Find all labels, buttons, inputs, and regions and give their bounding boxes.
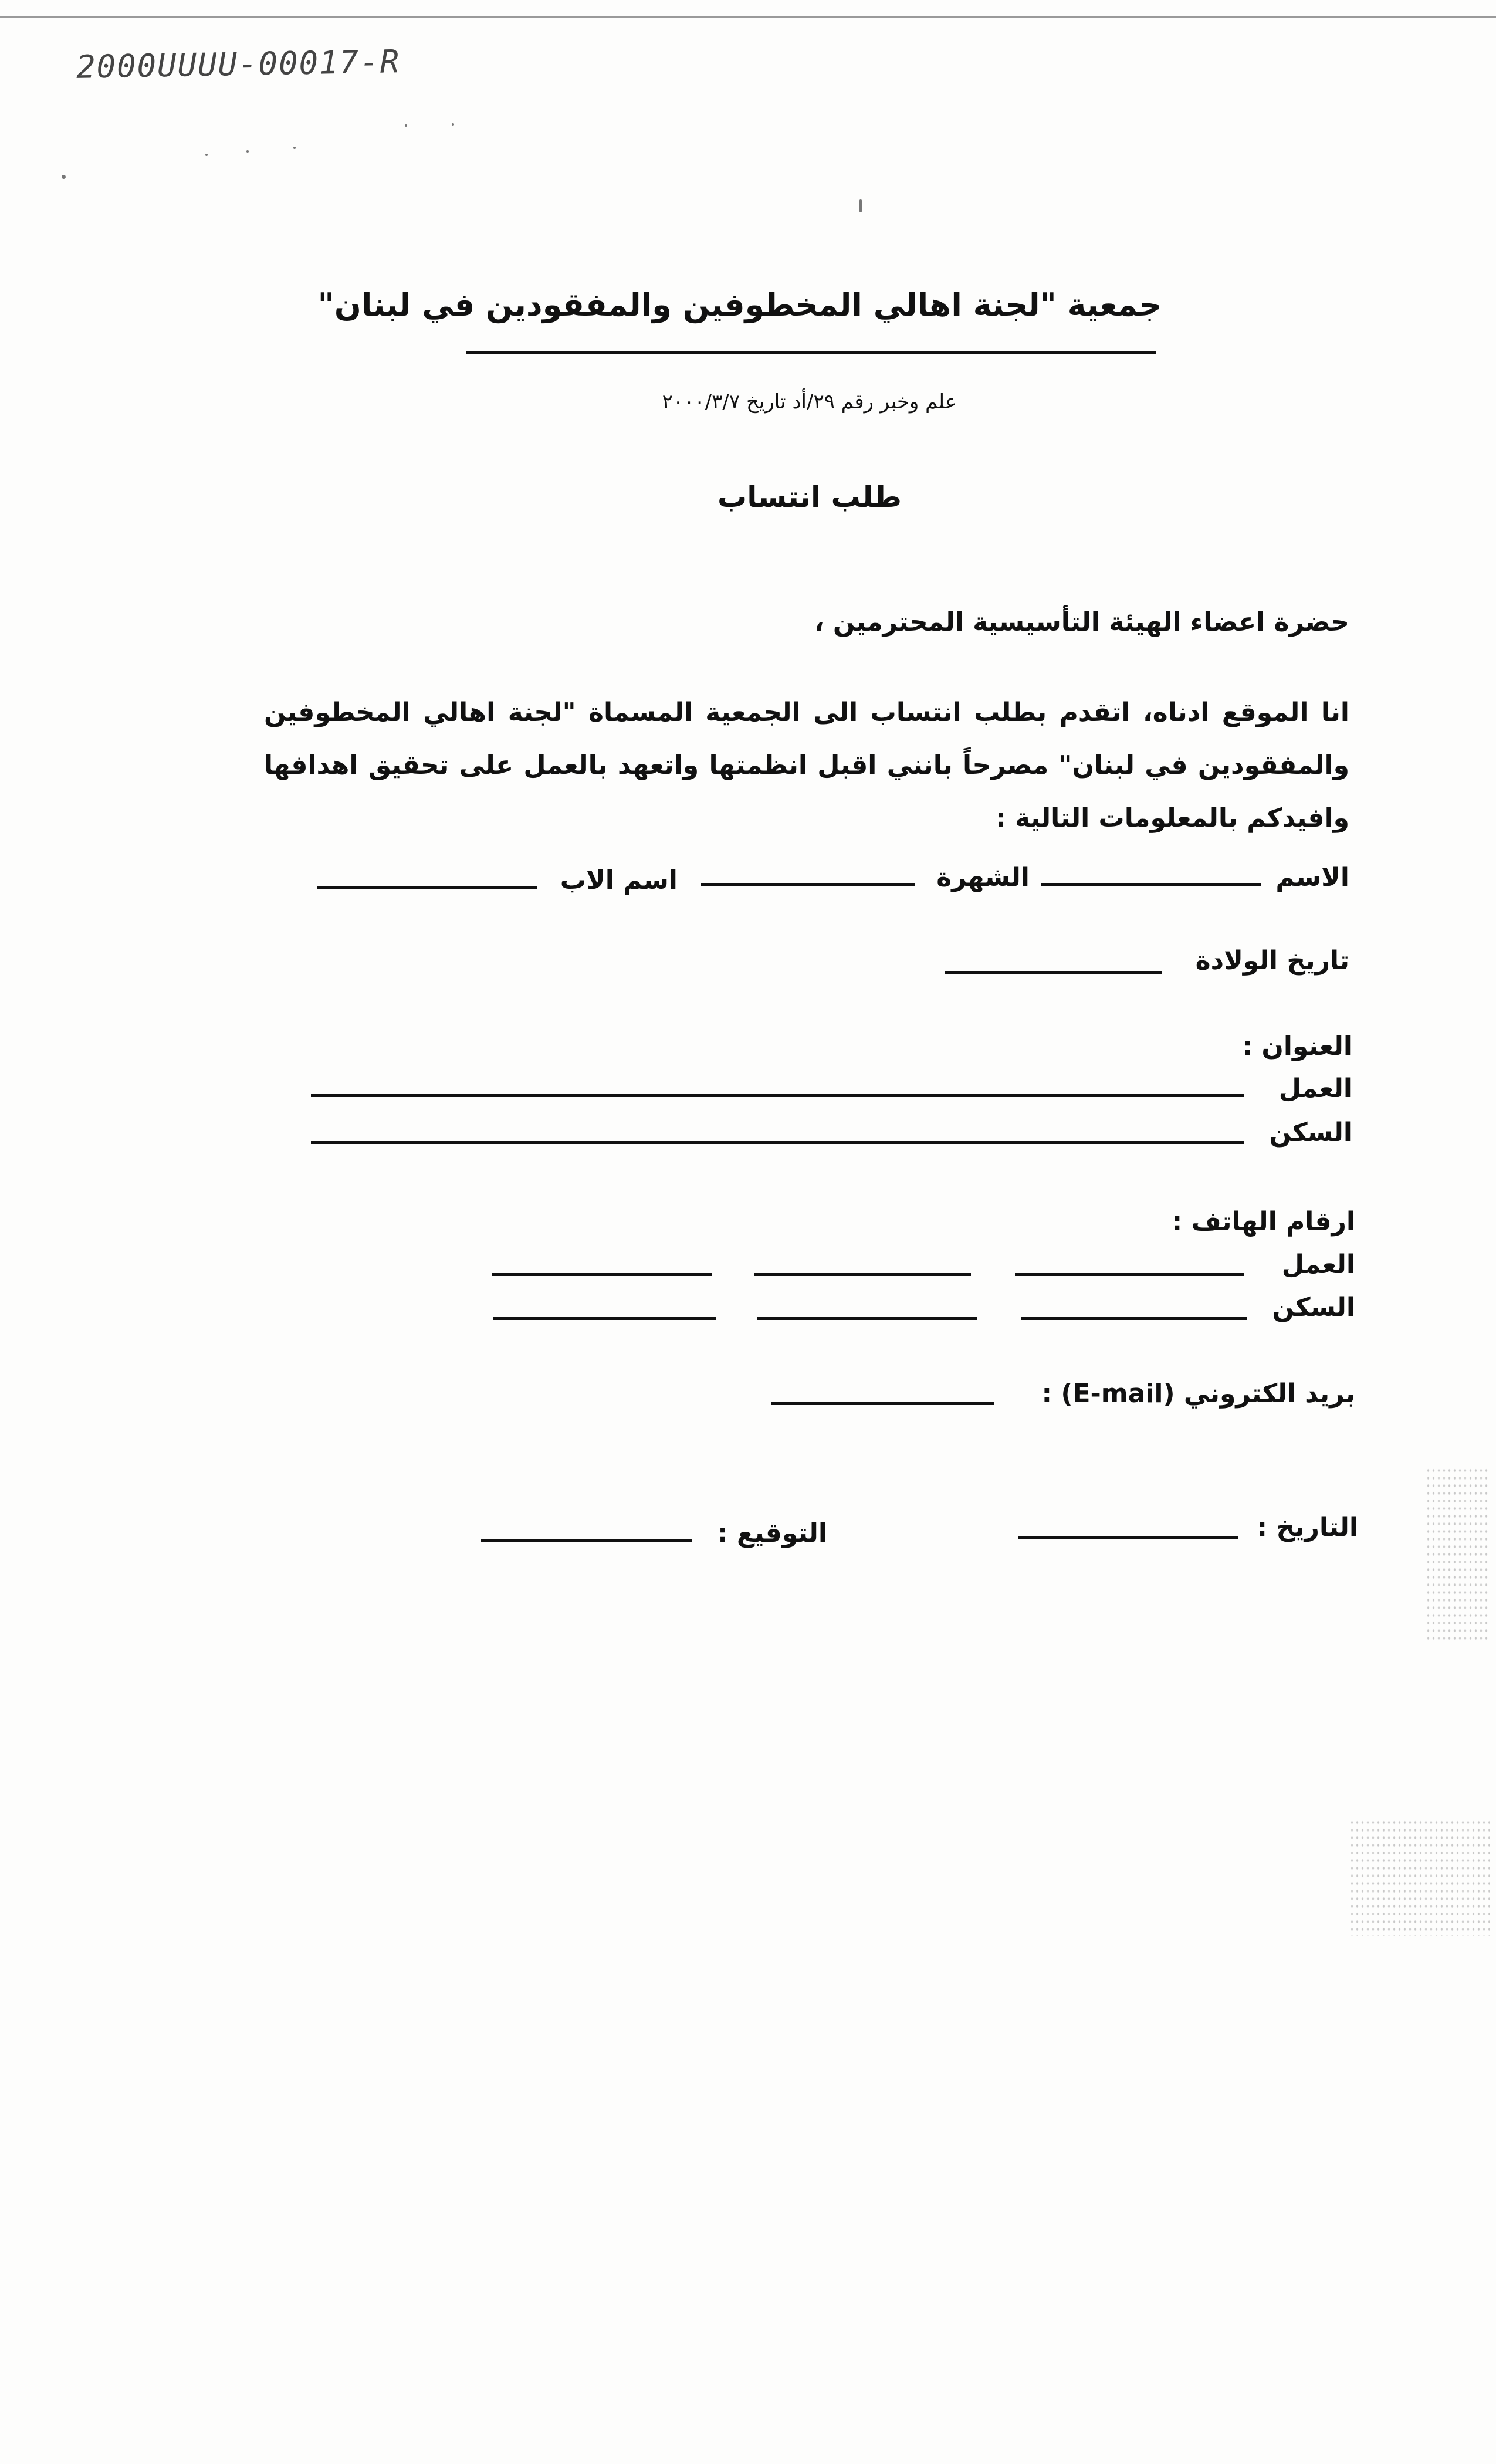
phone-home-label: السكن bbox=[1272, 1292, 1355, 1322]
date-label: التاريخ : bbox=[1257, 1512, 1358, 1542]
scan-speck bbox=[293, 147, 296, 149]
scan-speck bbox=[62, 175, 66, 179]
phone-work-field-3[interactable] bbox=[492, 1273, 712, 1276]
scan-speck bbox=[859, 199, 862, 212]
scan-speck bbox=[246, 150, 249, 153]
address-label: العنوان : bbox=[1242, 1031, 1352, 1061]
phones-label: ارقام الهاتف : bbox=[1172, 1207, 1355, 1237]
scan-speck bbox=[452, 123, 454, 126]
handwritten-reference: 2000UUUU-00017-R bbox=[76, 43, 401, 86]
scan-noise bbox=[1426, 1467, 1490, 1643]
surname-field[interactable] bbox=[701, 883, 915, 886]
organization-name: جمعية "لجنة اهالي المخطوفين والمفقودين في لبنان" bbox=[317, 286, 1162, 323]
registration-line: علم وخبر رقم ٢٩/أد تاريخ ٢٠٠٠/٣/٧ bbox=[662, 390, 957, 414]
scan-noise bbox=[1349, 1819, 1490, 1936]
name-field[interactable] bbox=[1041, 883, 1261, 886]
signature-label: التوقيع : bbox=[717, 1518, 827, 1548]
address-home-field[interactable] bbox=[311, 1141, 1244, 1144]
phone-work-field-1[interactable] bbox=[1015, 1273, 1244, 1276]
email-field[interactable] bbox=[771, 1402, 994, 1405]
signature-field[interactable] bbox=[481, 1539, 692, 1542]
scan-edge bbox=[0, 16, 1496, 18]
phone-work-label: العمل bbox=[1281, 1250, 1355, 1280]
header-rule bbox=[466, 351, 1156, 354]
birth-date-field[interactable] bbox=[945, 971, 1162, 974]
address-work-field[interactable] bbox=[311, 1094, 1244, 1097]
date-field[interactable] bbox=[1018, 1536, 1238, 1539]
form-title: طلب انتساب bbox=[717, 480, 902, 514]
phone-home-field-1[interactable] bbox=[1021, 1317, 1247, 1320]
name-label: الاسم bbox=[1275, 862, 1349, 892]
salutation: حضرة اعضاء الهيئة التأسيسية المحترمين ، bbox=[814, 607, 1349, 637]
address-work-label: العمل bbox=[1278, 1074, 1352, 1104]
father-name-field[interactable] bbox=[317, 886, 537, 889]
phone-work-field-2[interactable] bbox=[754, 1273, 971, 1276]
email-label: بريد الكتروني (E-mail) : bbox=[1041, 1379, 1355, 1409]
declaration-paragraph: انا الموقع ادناه، اتقدم بطلب انتساب الى الجمعية المسماة "لجنة اهالي المخطوفين والمفقودين في لبنان" مصرحاً بانني اقبل انظمتها واتعهد بالعمل على تحقيق اهدافها وافيدكم بالمعلومات التالية : bbox=[264, 698, 1349, 833]
address-home-label: السكن bbox=[1269, 1118, 1352, 1148]
phone-home-field-2[interactable] bbox=[757, 1317, 977, 1320]
phone-home-field-3[interactable] bbox=[493, 1317, 716, 1320]
birth-date-label: تاريخ الولادة bbox=[1195, 946, 1349, 976]
father-name-label: اسم الاب bbox=[560, 865, 678, 895]
scan-speck bbox=[405, 124, 407, 127]
surname-label: الشهرة bbox=[936, 862, 1030, 892]
scan-speck bbox=[205, 154, 208, 156]
